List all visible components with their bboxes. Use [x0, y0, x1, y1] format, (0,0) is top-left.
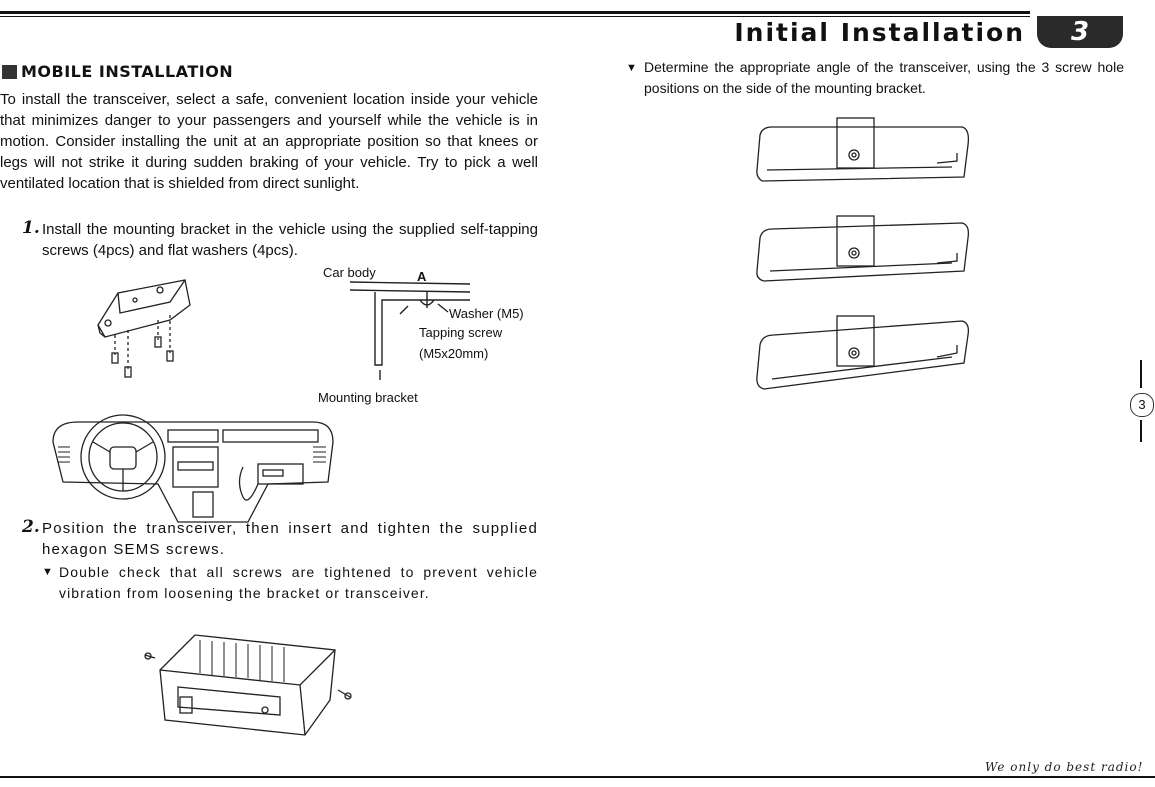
section-square-icon: [2, 65, 17, 79]
label-tapping-screw: Tapping screw: [419, 325, 503, 340]
transceiver-illustration: [140, 625, 360, 745]
footer-rule: [0, 776, 1155, 778]
bracket-angle-2: [752, 213, 972, 283]
side-line-bottom: [1140, 420, 1142, 442]
header-rule-thick: [0, 11, 1030, 14]
label-point-a: A: [417, 269, 427, 284]
intro-paragraph: To install the transceiver, select a safe, convenient location inside your vehicle that minimizes danger to your passengers and yourself while the vehicle is in motion. Consider installing the unit at an appropriate position so that knees or legs will not strike it during sudden braking of your vehicle. Try to pick a well ventilated location that is shielded from direct sunlight.: [0, 91, 538, 192]
step2-bullet-marker: ▼: [42, 566, 53, 578]
side-page-number: 3: [1130, 393, 1154, 417]
step2-number: 2.: [22, 517, 40, 537]
label-washer: Washer (M5): [449, 306, 524, 321]
label-car-body: Car body: [323, 265, 376, 280]
chapter-tab: 3: [1037, 16, 1123, 48]
step1-text: Install the mounting bracket in the vehicle using the supplied self-tapping screws (4pcs) and flat washers (4pcs).: [42, 221, 538, 259]
section-heading: [2, 62, 233, 81]
right-bullet-text: Determine the appropriate angle of the transceiver, using the 3 screw hole positions on the side of the mounting bracket.: [644, 59, 1124, 96]
step1-number: 1.: [22, 218, 40, 238]
side-line-top: [1140, 360, 1142, 388]
step2-bullet-text: Double check that all screws are tightened to prevent vehicle vibration from loosening the bracket or transceiver.: [59, 564, 538, 601]
section-title: MOBILE INSTALLATION: [21, 62, 234, 81]
label-mounting-bracket: Mounting bracket: [318, 390, 418, 405]
header-rule-thin: [0, 16, 1030, 17]
footer-slogan: We only do best radio!: [985, 760, 1144, 774]
label-screw-size: (M5x20mm): [419, 346, 489, 361]
car-dashboard-illustration: [48, 412, 338, 522]
page-title: Initial Installation: [734, 18, 1025, 47]
bracket-screws-illustration: [90, 275, 200, 380]
step2-text: Position the transceiver, then insert and tighten the supplied hexagon SEMS screws.: [42, 520, 538, 558]
bracket-angle-3: [752, 313, 972, 393]
bracket-angle-1: [752, 115, 972, 185]
right-bullet-marker: ▼: [626, 62, 637, 74]
